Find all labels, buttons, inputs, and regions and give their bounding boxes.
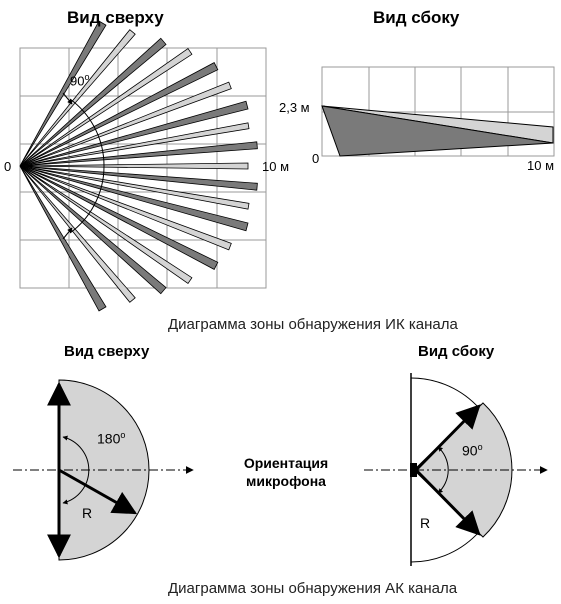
ak-top-view-title: Вид сверху xyxy=(64,343,150,360)
ir-top-range-label: 10 м xyxy=(262,159,290,174)
ak-caption: Диаграмма зоны обнаружения АК канала xyxy=(168,580,458,597)
ak-top-view xyxy=(13,380,193,560)
ir-beam-12 xyxy=(20,166,249,209)
mic-orientation-label xyxy=(226,454,346,490)
ir-top-view xyxy=(20,21,266,311)
ak-top-angle-label: 180$^o$ xyxy=(97,430,126,447)
ir-side-height-label: 2,3 м xyxy=(279,100,310,115)
ir-top-angle-arrow-lower xyxy=(63,228,72,239)
ir-side-view xyxy=(322,67,554,156)
ir-caption: Диаграмма зоны обнаружения ИК канала xyxy=(168,316,458,333)
microphone-icon xyxy=(410,463,417,477)
ak-side-angle-label: 90$^o$ xyxy=(462,442,483,459)
ir-top-beams xyxy=(20,21,257,311)
ak-side-view-title: Вид сбоку xyxy=(418,343,495,360)
ir-top-view-title: Вид сверху xyxy=(67,8,164,27)
mic-orientation-line-1: Ориентация xyxy=(243,455,329,471)
ak-side-radius-label: R xyxy=(420,515,431,531)
ir-side-origin-label: 0 xyxy=(312,151,320,166)
ak-side-view xyxy=(364,373,547,566)
ir-top-origin-label: 0 xyxy=(4,159,12,174)
ir-top-angle-arrow-upper xyxy=(63,93,72,104)
mic-orientation-line-2: микрофона xyxy=(246,473,326,489)
ak-top-radius-label: R xyxy=(82,505,93,521)
ir-side-range-label: 10 м xyxy=(527,158,555,173)
ir-top-angle-label: 90$^o$ xyxy=(70,72,90,89)
ir-side-view-title: Вид сбоку xyxy=(373,8,460,27)
